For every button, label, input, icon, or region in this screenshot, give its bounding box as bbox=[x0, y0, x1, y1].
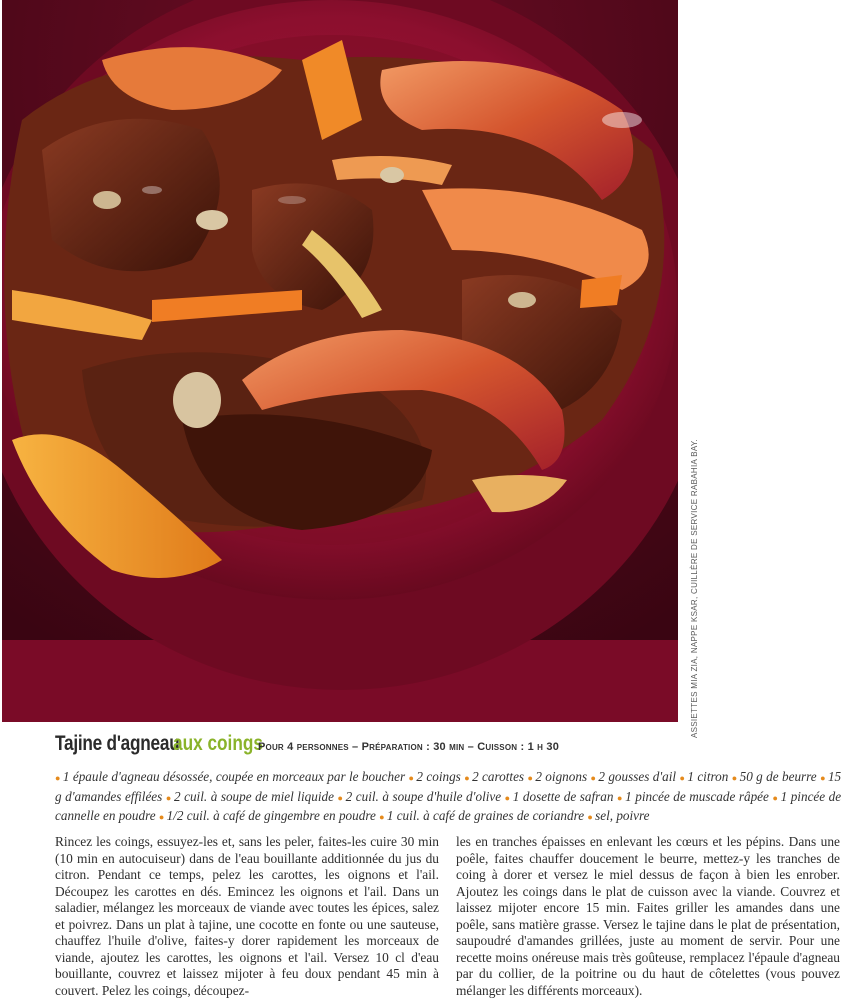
ingredient-bullet: ● bbox=[408, 773, 417, 783]
instructions-column-left: Rincez les coings, essuyez-les et, sans les peler, faites-les cuire 30 min (10 min en autocuiseur) dans de l'eau bouillante additionnée du jus du citron. Pendant ce temps, pelez les carottes, les oignons et l'ail. Découpez les carottes en dés. Emincez les oignons et l'ail. Dans un saladier, mélangez les morceaux de viande avec toutes les épices, salez et poivrez. Dans un plat à tajine, une cocotte en fonte ou une sauteuse, chauffez l'huile d'olive, faites-y dorer rapidement les morceaux de viande, ajoutez les carottes, les oignons et l'ail. Versez 10 cl d'eau bouillante, couvrez et laissez mijoter à feu doux pendant 45 min à couvert. Pelez les coings, découpez- bbox=[55, 834, 439, 998]
recipe-title: Tajine d'agneau bbox=[55, 732, 180, 755]
ingredient-bullet: ● bbox=[55, 773, 63, 783]
ingredient-bullet: ● bbox=[731, 773, 740, 783]
ingredient-bullet: ● bbox=[504, 792, 513, 803]
ingredient-item: 2 cuil. à soupe de miel liquide bbox=[173, 788, 334, 804]
ingredient-item: 2 cuil. à soupe d'huile d'olive bbox=[345, 788, 502, 804]
ingredient-item: sel, poivre bbox=[595, 808, 650, 823]
ingredient-bullet: ● bbox=[772, 792, 781, 803]
photo-credit bbox=[676, 439, 699, 740]
tajine-photo-illustration bbox=[2, 0, 678, 722]
ingredient-bullet: ● bbox=[617, 792, 626, 803]
ingredient-bullet: ● bbox=[337, 792, 346, 803]
ingredient-item: 15 g d'amandes effilées bbox=[55, 769, 842, 804]
ingredient-bullet: ● bbox=[379, 812, 387, 822]
ingredient-bullet: ● bbox=[679, 773, 688, 783]
ingredient-item: 1 pincée de cannelle en poudre bbox=[55, 788, 842, 823]
ingredient-bullet: ● bbox=[590, 773, 599, 783]
recipe-title-row bbox=[55, 732, 835, 760]
ingredient-item: 2 carottes bbox=[472, 769, 525, 784]
recipe-photo bbox=[2, 0, 678, 722]
photo-credit-text: ASSIETTES MIA ZIA, NAPPE KSAR, CUILLÈRE DE SERVICE RABAHIA BAY. bbox=[690, 439, 699, 738]
ingredient-bullet: ● bbox=[158, 812, 167, 822]
ingredient-item: 2 coings bbox=[416, 769, 461, 784]
ingredient-item: 1 dosette de safran bbox=[512, 788, 614, 804]
ingredient-item: 1/2 cuil. à café de gingembre en poudre bbox=[166, 808, 376, 823]
ingredient-bullet: ● bbox=[820, 773, 828, 783]
ingredient-item: 50 g de beurre bbox=[739, 769, 817, 784]
ingredient-bullet: ● bbox=[464, 773, 473, 783]
ingredient-bullet: ● bbox=[165, 792, 174, 803]
ingredient-bullet: ● bbox=[527, 773, 536, 783]
ingredient-item: 2 oignons bbox=[535, 769, 588, 784]
ingredient-item: 1 citron bbox=[687, 769, 729, 784]
ingredient-item: 2 gousses d'ail bbox=[598, 769, 677, 784]
ingredient-item: 1 pincée de muscade râpée bbox=[625, 788, 769, 804]
ingredient-bullet: ● bbox=[587, 812, 596, 822]
recipe-title-accent: aux coings bbox=[173, 732, 263, 755]
instructions-column-right: les en tranches épaisses en enlevant les cœurs et les pépins. Dans une poêle, faites chauffer doucement le beurre, mettez-y les tranches de coing à dorer et versez le miel dessus de façon à bien les enrober. Ajoutez les coings dans le plat de cuisson avec la viande. Couvrez et laissez mijoter encore 15 min. Faites griller les amandes dans une poêle, sans matière grasse. Versez le tajine dans le plat de présentation, saupoudré d'amandes grillées, juste au moment de servir. Pour une recette moins onéreuse mais très goûteuse, remplacez l'épaule d'agneau par du collier, de la poitrine ou du haut de côtelettes (vous pouvez mélanger les différents morceaux). bbox=[456, 834, 840, 998]
recipe-meta: Pour 4 personnes – Préparation : 30 min – Cuisson : 1 h 30 bbox=[258, 741, 560, 753]
ingredient-item: 1 cuil. à café de graines de coriandre bbox=[386, 808, 585, 823]
ingredient-item: 1 épaule d'agneau désossée, coupée en morceaux par le boucher bbox=[62, 769, 406, 784]
ingredients-list bbox=[55, 768, 841, 827]
